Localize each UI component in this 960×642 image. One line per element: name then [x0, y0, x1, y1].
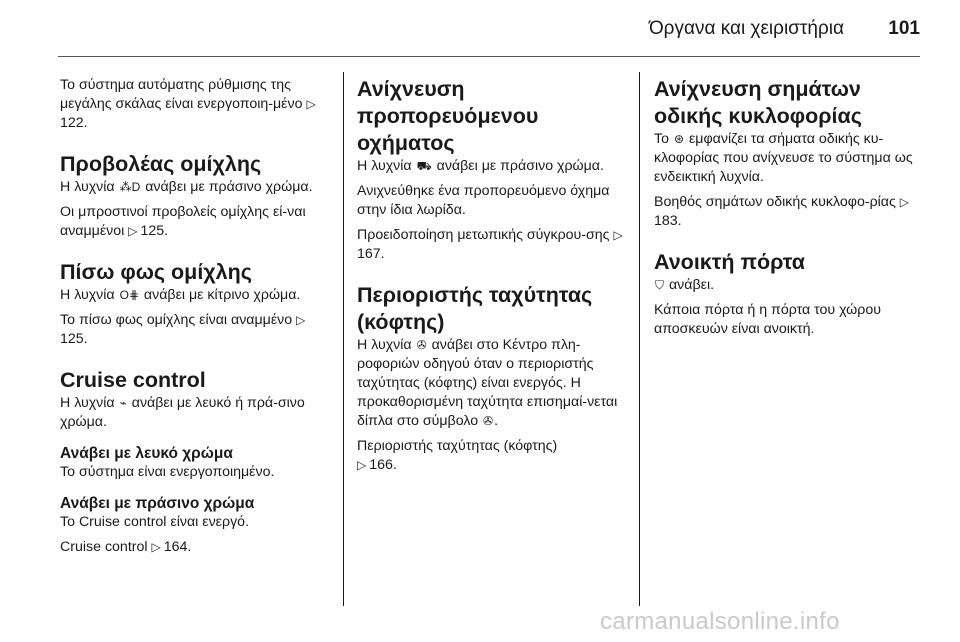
xref-icon: ▷	[357, 458, 367, 472]
rear-fog-light-icon: O⋕	[119, 288, 139, 302]
paragraph: Οι μπροστινοί προβολείς ομίχλης εί-ναι αναμμένοι ▷ 125.	[60, 204, 306, 239]
intro-paragraph: Το σύστημα αυτόματης ρύθμισης της μεγάλης σκάλας είναι ενεργοποιη-μένο ▷122.	[60, 76, 326, 133]
traffic-sign-icon: ⊛	[673, 132, 685, 146]
door-open-icon: ⛉	[655, 278, 665, 292]
page-ref[interactable]: 166.	[369, 457, 397, 473]
chapter-title: Όργανα και χειριστήρια	[648, 18, 844, 39]
paragraph: ⛉ ανάβει.	[655, 277, 715, 293]
page-ref[interactable]: 125.	[60, 331, 88, 347]
speed-limiter-icon: ✇	[416, 338, 427, 352]
page-ref[interactable]: 125.	[140, 223, 169, 239]
paragraph: Προειδοποίηση μετωπικής σύγκρου-σης ▷167.	[357, 226, 627, 264]
page-ref[interactable]: 183.	[654, 213, 682, 229]
paragraph: Η λυχνία ⛟ ανάβει με πράσινο χρώμα.	[357, 158, 604, 174]
subheading-green: Ανάβει με πράσινο χρώμα	[60, 495, 255, 512]
section-heading-door: Ανοικτή πόρτα	[654, 250, 805, 274]
paragraph: Η λυχνία O⋕ ανάβει με κίτρινο χρώμα.	[60, 287, 301, 303]
subheading-white: Ανάβει με λευκό χρώμα	[60, 445, 233, 462]
paragraph: Βοηθός σημάτων οδικής κυκλοφο-ρίας ▷183.	[654, 193, 924, 231]
xref-icon: ▷	[151, 540, 161, 554]
xref-icon: ▷	[128, 224, 138, 238]
section-heading-fog-rear: Πίσω φως ομίχλης	[60, 260, 252, 284]
page-ref[interactable]: 122.	[60, 115, 88, 131]
front-fog-light-icon: ⁂D	[119, 180, 141, 194]
xref-icon: ▷	[296, 313, 306, 327]
paragraph: Η λυχνία ⁂D ανάβει με πράσινο χρώμα.	[60, 179, 313, 195]
page-ref[interactable]: 167.	[357, 246, 385, 262]
vehicle-ahead-icon: ⛟	[416, 159, 432, 173]
column-divider-2	[639, 72, 640, 606]
paragraph: Κάποια πόρτα ή η πόρτα του χώρου αποσκευών είναι ανοικτή.	[654, 302, 881, 337]
paragraph: Το σύστημα είναι ενεργοποιημένο.	[60, 464, 275, 480]
paragraph: Το ⊛ εμφανίζει τα σήματα οδικής κυ-κλοφορίας που ανίχνευσε το σύστημα ως ενδεικτική λυχνία.	[654, 131, 913, 185]
page-number: 101	[888, 18, 920, 39]
column-divider-1	[343, 72, 344, 606]
column-2	[357, 76, 627, 481]
section-heading-fog-front: Προβολέας ομίχλης	[60, 152, 262, 176]
column-3	[654, 76, 924, 345]
page-header	[0, 0, 960, 56]
xref-icon: ▷	[899, 195, 910, 209]
watermark-text: carmanualsonline.info	[600, 608, 840, 635]
paragraph: Η λυχνία ⌁ ανάβει με λευκό ή πρά-σινο χρώμα.	[60, 395, 305, 430]
section-heading-cruise: Cruise control	[60, 368, 206, 392]
paragraph: Cruise control ▷ 164.	[60, 539, 192, 555]
header-divider	[58, 56, 920, 57]
section-heading-limiter: Περιοριστής ταχύτητας (κόφτης)	[357, 283, 593, 334]
xref-icon: ▷	[306, 97, 316, 111]
paragraph: Το Cruise control είναι ενεργό.	[60, 514, 250, 530]
section-heading-vehicle: Ανίχνευση προπορευόμενου οχήματος	[357, 77, 539, 155]
section-heading-signs: Ανίχνευση σημάτων οδικής κυκλοφορίας	[654, 77, 862, 128]
xref-icon: ▷	[613, 228, 623, 242]
watermark	[600, 608, 940, 640]
paragraph: Ανιχνεύθηκε ένα προπορευόμενο όχημα στην ίδια λωρίδα.	[357, 183, 610, 218]
cruise-control-icon: ⌁	[119, 396, 127, 410]
speed-limiter-icon: ✇	[483, 414, 494, 428]
paragraph: Η λυχνία ✇ ανάβει στο Κέντρο πλη-ροφοριών οδηγού όταν ο περιοριστής ταχύτητας (κόφτης) είναι ενεργός. Η προκαθορισμένη ταχύτητα επισημαί-νεται δίπλα στο σύμβολο ✇.	[357, 337, 618, 429]
paragraph: Το πίσω φως ομίχλης είναι αναμμένο ▷125.	[60, 311, 326, 349]
column-1	[60, 76, 326, 563]
page-ref[interactable]: 164.	[163, 539, 192, 555]
paragraph: Περιοριστής ταχύτητας (κόφτης) ▷ 166.	[357, 438, 558, 473]
